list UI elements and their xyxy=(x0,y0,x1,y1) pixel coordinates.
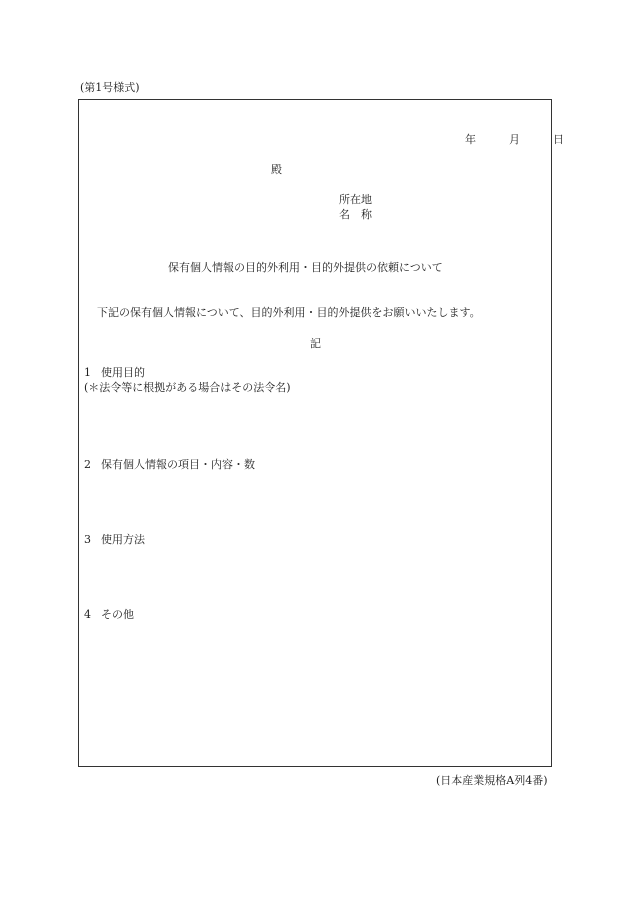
date-year-label: 年 xyxy=(465,133,476,146)
form-frame xyxy=(78,99,552,767)
ki-heading: 記 xyxy=(310,337,321,350)
section-4-label: その他 xyxy=(101,608,134,621)
section-1-label: 使用目的 xyxy=(101,366,145,379)
section-3-number: 3 xyxy=(84,533,91,546)
date-line xyxy=(465,133,564,147)
sender-name-label: 名 称 xyxy=(339,208,372,221)
addressee-suffix: 殿 xyxy=(271,163,282,176)
paper-size-note: (日本産業規格A列4番) xyxy=(436,774,548,787)
document-title: 保有個人情報の目的外利用・目的外提供の依頼について xyxy=(168,261,443,274)
date-day-label: 日 xyxy=(553,133,564,146)
section-1-number: 1 xyxy=(84,366,91,379)
section-2-number: 2 xyxy=(84,458,91,471)
body-text: 下記の保有個人情報について、目的外利用・目的外提供をお願いいたします。 xyxy=(97,306,481,319)
date-month-label: 月 xyxy=(509,133,520,146)
section-2-label: 保有個人情報の項目・内容・数 xyxy=(101,458,255,471)
section-1-note: (＊法令等に根拠がある場合はその法令名) xyxy=(84,381,291,394)
sender-location-label: 所在地 xyxy=(339,193,372,206)
section-3-label: 使用方法 xyxy=(101,533,145,546)
form-number-label: (第1号様式) xyxy=(80,81,140,94)
section-4-number: 4 xyxy=(84,608,91,621)
